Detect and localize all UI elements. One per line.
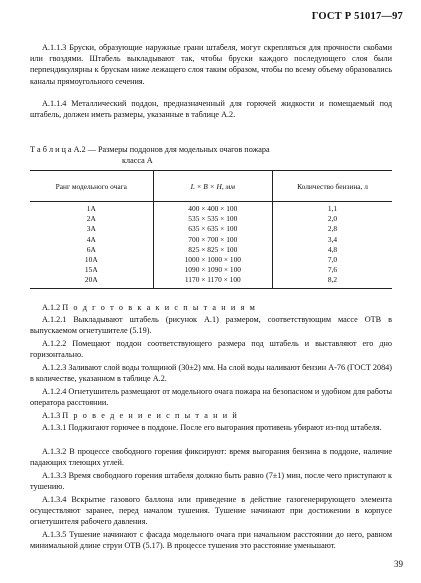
table-cell: 7,6: [273, 265, 392, 275]
table-row: [30, 214, 392, 224]
table-cell: 400 × 400 × 100: [153, 202, 272, 215]
table-row: [30, 224, 392, 234]
paragraph-text: А.1.3.1 Поджигают горючее в поддоне. После его выгорания противень убирают из-под штабеля.: [42, 423, 382, 432]
heading-number: А.1.2: [42, 303, 61, 312]
table-cell: 1А: [86, 204, 96, 213]
table-cell: 2,0: [273, 214, 392, 224]
table-cell: 3,4: [273, 235, 392, 245]
paragraph-text: А.1.1.4 Металлический поддон, предназначенный для горючей жидкости и помещаемый под штабель, должен иметь размеры, указанные в таблице А.2.: [30, 99, 392, 120]
paragraph-text: А.1.3.4 Вскрытие газового баллона или приведение в действие газогенерирующего элемента осуществляют заранее, перед началом тушения. Тушение начинают при достижении в корпусе огнетушителя рабочего давления.: [30, 495, 392, 527]
table-cell: 20А: [30, 275, 153, 288]
table-caption: [30, 145, 392, 166]
table-caption-text: — Размеры поддонов для модельных очагов пожара: [87, 145, 270, 154]
paragraph-a1-1-3: [30, 42, 392, 87]
paragraph-a1-2-4: [30, 386, 392, 408]
heading-text: П о д г о т о в к а к и с п ы т а н и я м: [62, 303, 257, 312]
table-cell: 10А: [84, 255, 98, 265]
table-cell: 2А: [86, 214, 96, 224]
paragraph-text: А.1.1.3 Бруски, образующие наружные грани штабеля, могут скрепляться для прочности скобами или гвоздями. Штабель выкладывают так, чтобы бруски каждого последующего слоя были перпендикулярны к брускам ниже лежащего слоя таким образом, чтобы по всему объему образовались каналы прямоугольного сечения.: [30, 43, 392, 86]
paragraph-text: А.1.3.2 В процессе свободного горения фиксируют: время выгорания бензина в поддоне, наличие падающих тлеющих углей.: [30, 447, 392, 468]
table-row: [30, 255, 392, 265]
paragraph-text: А.1.2.3 Заливают слой воды толщиной (30±2) мм. На слой воды наливают бензин А-76 (ГОСТ 2084) в количестве, указанном в таблице А.2.: [30, 363, 392, 384]
column-header-dimensions: L × B × H, мм: [153, 171, 272, 202]
table-caption-sub: класса А: [122, 155, 153, 165]
table-cell: 535 × 535 × 100: [153, 214, 272, 224]
section-heading-preparation: [30, 302, 392, 313]
table-caption-label: Т а б л и ц а А.2: [30, 145, 86, 154]
table-cell: 700 × 700 × 100: [153, 235, 272, 245]
paragraph-text: А.1.3.3 Время свободного горения штабеля должно быть равно (7±1) мин, после чего приступают к тушению.: [30, 471, 392, 492]
paragraph-a1-3-3: [30, 470, 392, 492]
table-cell: 8,2: [273, 275, 392, 288]
table-row: [30, 275, 392, 288]
table-cell: 635 × 635 × 100: [153, 224, 272, 234]
table-cell: 7,0: [273, 255, 392, 265]
paragraph-text: А.1.2.2 Помещают поддон соответствующего размера под штабель и выставляют его дно горизонтально.: [30, 339, 392, 360]
table-cell: 825 × 825 × 100: [153, 245, 272, 255]
table-cell: 1000 × 1000 × 100: [153, 255, 272, 265]
paragraph-text: А.1.3.5 Тушение начинают с фасада модельного очага при начальном расстоянии до него, равном минимальной длине струи ОТВ (5.17). В процессе тушения это расстояние уменьшают.: [30, 530, 392, 551]
table-cell: 1090 × 1090 × 100: [153, 265, 272, 275]
paragraph-a1-2-3: [30, 362, 392, 384]
table-cell: 6А: [86, 244, 96, 254]
paragraph-a1-2-2: [30, 338, 392, 360]
column-header-petrol: Количество бензина, л: [273, 171, 392, 202]
heading-number: А.1.3: [42, 411, 61, 420]
table-header-row: [30, 171, 392, 202]
table-cell: 4,8: [273, 245, 392, 255]
paragraph-text: А.1.2.4 Огнетушитель размещают от модельного очага пожара на безопасном и удобном для работы оператора расстоянии.: [30, 387, 392, 408]
table-cell: 4А: [86, 234, 96, 244]
paragraph-a1-1-4: [30, 98, 392, 120]
paragraph-a1-3-5: [30, 529, 392, 551]
standard-header: ГОСТ Р 51017—97: [311, 11, 403, 22]
table-row: [30, 245, 392, 255]
heading-text: П р о в е д е н и е и с п ы т а н и й: [62, 411, 239, 420]
page-number: 39: [394, 559, 403, 569]
table-cell: 1170 × 1170 × 100: [153, 275, 272, 288]
table-row: [30, 265, 392, 275]
table-cell: 15А: [84, 265, 98, 275]
pan-size-table: [30, 170, 392, 289]
table-cell: 2,8: [273, 224, 392, 234]
paragraph-a1-3-2: [30, 446, 392, 468]
paragraph-a1-3-4: [30, 494, 392, 528]
paragraph-a1-3-1: [30, 422, 392, 433]
table-cell: 3А: [86, 224, 96, 234]
table-cell: 1,1: [273, 202, 392, 215]
table-row: [30, 202, 392, 215]
section-heading-testing: [30, 410, 392, 421]
column-header-rank: Ранг модельного очага: [30, 171, 153, 202]
table-row: [30, 235, 392, 245]
paragraph-a1-2-1: [30, 314, 392, 336]
paragraph-text: А.1.2.1 Выкладывают штабель (рисунок А.1) размером, соответствующим массе ОТВ в выпускаемом огнетушителе (5.19).: [30, 315, 392, 336]
